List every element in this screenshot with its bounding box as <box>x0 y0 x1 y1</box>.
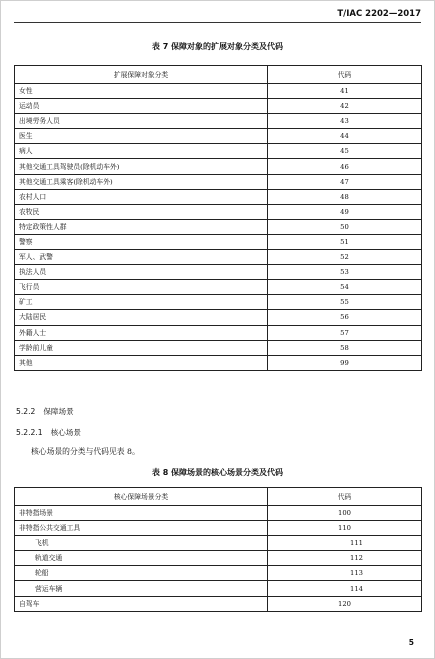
table-row <box>15 234 422 249</box>
category-cell: 矿工 <box>15 295 268 310</box>
code-cell: 114 <box>268 581 422 596</box>
category-cell: 轨道交通 <box>15 551 268 566</box>
category-cell: 农牧民 <box>15 204 268 219</box>
table-row <box>15 84 422 99</box>
table7-col1-header: 扩展保障对象分类 <box>15 66 268 84</box>
table8-caption: 表 8 保障场景的核心场景分类及代码 <box>151 468 284 477</box>
code-cell: 55 <box>268 295 422 310</box>
category-cell: 执法人员 <box>15 265 268 280</box>
table-row <box>15 521 422 536</box>
table-row <box>15 129 422 144</box>
code-cell: 52 <box>268 250 422 265</box>
table8-col2-header: 代码 <box>268 488 422 506</box>
table-row <box>15 144 422 159</box>
body-paragraph: 核心场景的分类与代码见表 8。 <box>31 447 140 456</box>
table-row <box>15 250 422 265</box>
code-cell: 58 <box>268 340 422 355</box>
table8-header-row <box>15 488 422 506</box>
category-cell: 医生 <box>15 129 268 144</box>
code-cell: 112 <box>268 551 422 566</box>
code-cell: 47 <box>268 174 422 189</box>
code-cell: 44 <box>268 129 422 144</box>
category-cell: 农村人口 <box>15 189 268 204</box>
table-row <box>15 99 422 114</box>
code-cell: 57 <box>268 325 422 340</box>
category-cell: 运动员 <box>15 99 268 114</box>
table-row <box>15 204 422 219</box>
table8 <box>14 487 422 612</box>
section-title: 保障场景 <box>43 407 74 416</box>
category-cell: 出境劳务人员 <box>15 114 268 129</box>
table-row <box>15 280 422 295</box>
table-row <box>15 219 422 234</box>
category-cell: 外籍人士 <box>15 325 268 340</box>
category-cell: 学龄前儿童 <box>15 340 268 355</box>
table-row <box>15 340 422 355</box>
table-row <box>15 174 422 189</box>
category-cell: 其他 <box>15 355 268 370</box>
table-row <box>15 355 422 370</box>
table-row <box>15 295 422 310</box>
table-row <box>15 506 422 521</box>
category-cell: 病人 <box>15 144 268 159</box>
table7-body <box>15 84 422 371</box>
code-cell: 51 <box>268 234 422 249</box>
code-cell: 54 <box>268 280 422 295</box>
code-cell: 110 <box>268 521 422 536</box>
code-cell: 45 <box>268 144 422 159</box>
category-cell: 其他交通工具驾驶员(除机动车外) <box>15 159 268 174</box>
category-cell: 女性 <box>15 84 268 99</box>
table7-col2-header: 代码 <box>268 66 422 84</box>
category-cell: 自驾车 <box>15 596 268 611</box>
table-row <box>15 310 422 325</box>
category-cell: 营运车辆 <box>15 581 268 596</box>
table8-body <box>15 506 422 612</box>
table-row <box>15 189 422 204</box>
table-row <box>15 551 422 566</box>
code-cell: 111 <box>268 536 422 551</box>
category-cell: 特定政策性人群 <box>15 219 268 234</box>
table-row <box>15 265 422 280</box>
code-cell: 42 <box>268 99 422 114</box>
code-cell: 43 <box>268 114 422 129</box>
table8-col1-header: 核心保障场景分类 <box>15 488 268 506</box>
code-cell: 56 <box>268 310 422 325</box>
table-row <box>15 159 422 174</box>
table-row <box>15 566 422 581</box>
category-cell: 警察 <box>15 234 268 249</box>
table-row <box>15 536 422 551</box>
code-cell: 49 <box>268 204 422 219</box>
table7-caption: 表 7 保障对象的扩展对象分类及代码 <box>151 42 284 51</box>
category-cell: 非特指场景 <box>15 506 268 521</box>
category-cell: 大陆居民 <box>15 310 268 325</box>
header-rule <box>14 22 421 23</box>
code-cell: 99 <box>268 355 422 370</box>
table7-header-row <box>15 66 422 84</box>
category-cell: 其他交通工具乘客(除机动车外) <box>15 174 268 189</box>
code-cell: 41 <box>268 84 422 99</box>
section-heading-5-2-2 <box>16 406 74 417</box>
page-number: 5 <box>408 638 414 647</box>
table-row <box>15 596 422 611</box>
code-cell: 53 <box>268 265 422 280</box>
code-cell: 48 <box>268 189 422 204</box>
section-title: 核心场景 <box>50 428 81 437</box>
section-number: 5.2.2 <box>16 407 36 416</box>
table-row <box>15 325 422 340</box>
category-cell: 飞机 <box>15 536 268 551</box>
code-cell: 46 <box>268 159 422 174</box>
code-cell: 113 <box>268 566 422 581</box>
section-heading-5-2-2-1 <box>16 427 81 438</box>
category-cell: 非特指公共交通工具 <box>15 521 268 536</box>
standard-code: T/IAC 2202—2017 <box>337 9 421 19</box>
table-row <box>15 581 422 596</box>
table7 <box>14 65 422 371</box>
code-cell: 50 <box>268 219 422 234</box>
section-number: 5.2.2.1 <box>16 428 43 437</box>
table-row <box>15 114 422 129</box>
code-cell: 100 <box>268 506 422 521</box>
code-cell: 120 <box>268 596 422 611</box>
category-cell: 军人、武警 <box>15 250 268 265</box>
category-cell: 飞行员 <box>15 280 268 295</box>
category-cell: 轮船 <box>15 566 268 581</box>
